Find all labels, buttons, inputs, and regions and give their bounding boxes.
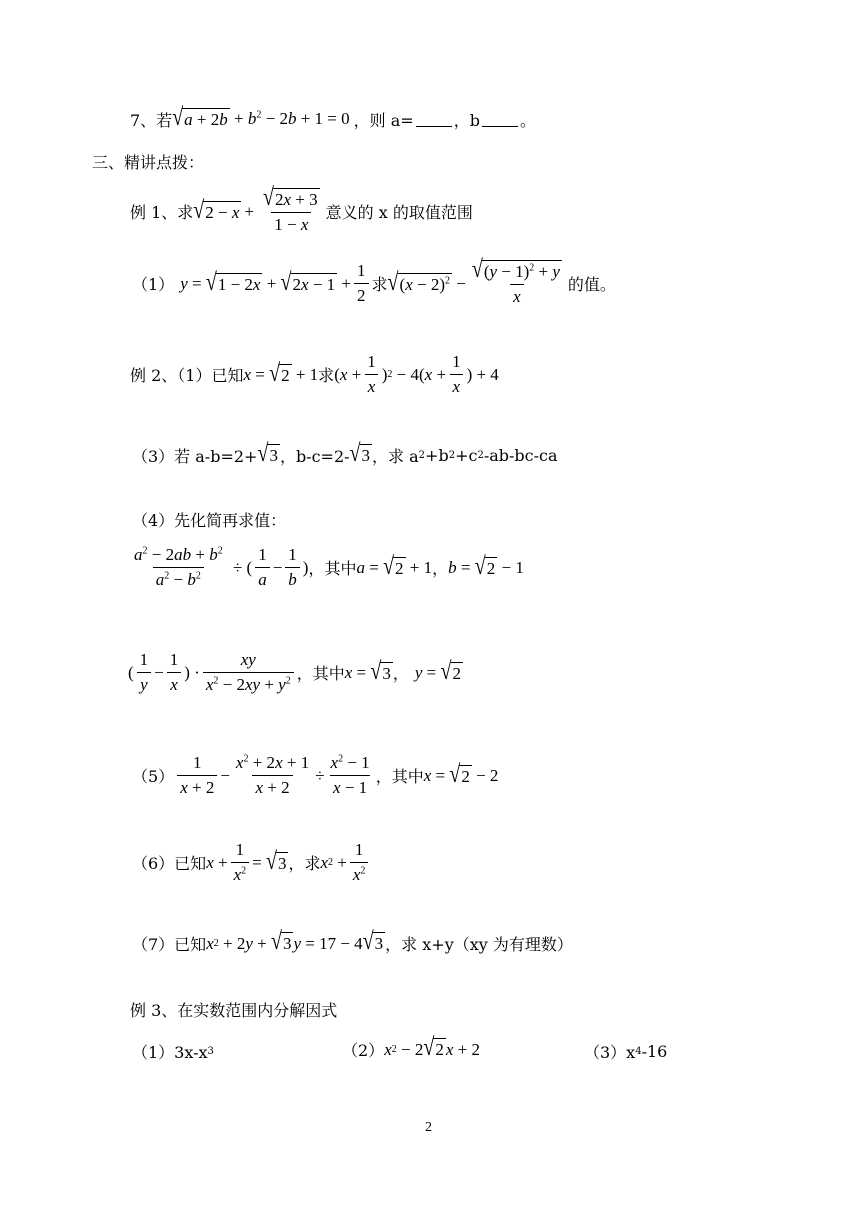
page-number: 2 <box>425 1120 432 1135</box>
ex1-expression: √ 2 − x + √ 2x + 3 1 − x <box>193 183 318 235</box>
ex2-4-expr2: ( $\frac{1}{y}$ − $\frac{1}{x}$ ) · $\frac{xy}{x^2 - 2xy + y^2}$ <box>128 650 297 696</box>
answer-blank-a[interactable] <box>416 112 452 127</box>
answer-blank-b[interactable] <box>482 112 518 127</box>
example-2-part-1 <box>130 352 499 398</box>
ex1-1-target: √ $(x - 2)^2$ − √ $(y - 1)^2 + y$ x <box>387 255 560 307</box>
q7-expression: √ a + 2b + $b^2 - 2b + 1 = 0$ <box>172 104 350 132</box>
ex2-4-x-value: x = √ 3 <box>344 657 391 686</box>
example-2-part-7 <box>132 928 573 956</box>
ex2-3-rest1: +b <box>425 446 449 465</box>
ex2-4-sep1: ， <box>432 559 449 579</box>
example-3-part-1: （1）3x-x 3 <box>132 1040 214 1063</box>
ex2-1-target: ( x + $\frac{1}{x}$ ) 2 − 4( x + $\frac{1}{x}$ ) + 4 <box>334 352 499 397</box>
example-2-part-4-second <box>128 650 463 696</box>
ex2-4-sep2: ， <box>392 664 409 684</box>
ex3-p3-label: （3）x <box>584 1043 636 1062</box>
example-1-part-1 <box>132 255 616 308</box>
ex2-6-given: x + $\frac{1}{x^2}$ = √ 3 <box>206 840 287 885</box>
ex1-1-label: （1） <box>132 275 175 295</box>
question-7 <box>130 104 536 132</box>
example-2-part-6 <box>132 840 371 886</box>
ex2-6-label: （6）已知 <box>132 854 207 874</box>
section-heading <box>92 150 204 173</box>
ex2-4-a-value: a = √ 2 + 1 <box>356 552 433 581</box>
example-2-part-5 <box>132 753 498 799</box>
ex2-5-label: （5） <box>132 767 175 787</box>
ex2-4-label: （4）先化简再求值： <box>132 511 287 530</box>
ex3-p1: （1）3x-x <box>132 1043 208 1062</box>
ex2-6-target: x 2 + $\frac{1}{x^2}$ <box>320 840 371 886</box>
q7-prefix: 7、若 <box>130 111 173 130</box>
ex2-3-label: （3）若 a-b=2+ <box>132 447 258 466</box>
q7-end: 。 <box>519 111 536 130</box>
ex3-title: 例 3、在实数范围内分解因式 <box>130 1001 338 1020</box>
ex2-7-equation: x 2 + 2 y + √ 3 y = 17 − 4 √ 3 <box>206 928 384 956</box>
sqrt-3-b: √ 3 <box>349 440 371 468</box>
ex2-5-x-value: x = √ 2 − 2 <box>423 760 499 789</box>
example-2-part-4-label <box>132 508 286 531</box>
ex1-1-qiu: 求 <box>371 275 388 295</box>
ex2-3-qiu: ，求 a <box>372 447 419 466</box>
example-3-part-2 <box>342 1034 480 1062</box>
ex2-4-b-value: b = √ 2 − 1 <box>448 552 524 581</box>
example-2-part-4-first <box>128 545 524 591</box>
ex2-1-prefix: 例 2、（1）已知 <box>130 366 244 386</box>
ex2-5-expression: $\frac{1}{x + 2}$ − $\frac{x^2 + 2x + 1}{x + 2}$ ÷ $\frac{x^2 - 1}{x - 1}$ <box>174 753 376 799</box>
ex3-p2-label: （2） <box>342 1041 385 1060</box>
q7-text-b: ，b <box>453 111 480 130</box>
ex1-1-expression: y = √ 1 − 2x + √ 2x − 1 + $\frac{1}{2}$ <box>180 261 371 307</box>
ex2-4-cond2: ，其中 <box>296 664 345 684</box>
example-3-part-3: （3）x 4 -16 <box>584 1042 668 1062</box>
example-1 <box>130 183 473 236</box>
ex3-p3-rest: -16 <box>641 1042 668 1061</box>
ex2-3-rest2: +c <box>455 446 478 465</box>
ex1-prefix: 例 1、求 <box>130 203 194 223</box>
ex2-5-cond: ，其中 <box>375 767 424 787</box>
ex2-7-label: （7）已知 <box>132 935 207 954</box>
ex1-1-suffix: 的值。 <box>567 275 616 295</box>
ex1-suffix: 意义的 x 的取值范围 <box>325 203 473 223</box>
ex2-1-qiu: 求 <box>318 366 335 386</box>
example-3-title <box>130 998 337 1021</box>
sqrt-3-a: √ 3 <box>257 440 278 468</box>
ex2-6-qiu: ，求 <box>288 854 321 874</box>
ex2-3-mid: ，b-c=2- <box>279 447 350 466</box>
ex3-p2-expression: x 2 − 2 √ 2 x + 2 <box>384 1034 480 1062</box>
ex2-7-qiu: ，求 x+y（xy 为有理数） <box>385 935 573 954</box>
ex2-4-expr1: $\frac{a^2 - 2ab + b^2}{a^2 - b^2}$ ÷ ( $\frac{1}{a}$ − $\frac{1}{b}$ ) <box>134 545 309 590</box>
example-2-part-3: （3）若 a-b=2+ √ 3 ，b-c=2- √ 3 ，求 a 2 +b 2 +c 2 -ab-bc-ca <box>132 440 558 468</box>
section-3-title: 三、精讲点拨： <box>92 153 205 172</box>
q7-eq: = 0 <box>327 109 350 129</box>
q7-text-a: ，则 a= <box>353 111 414 130</box>
ex2-4-cond1: ，其中 <box>308 559 357 579</box>
ex2-1-given: x = √ 2 + 1 <box>243 359 319 388</box>
ex2-4-y-value: y = √ 2 <box>414 657 461 686</box>
ex2-3-rest3: -ab-bc-ca <box>483 446 558 465</box>
